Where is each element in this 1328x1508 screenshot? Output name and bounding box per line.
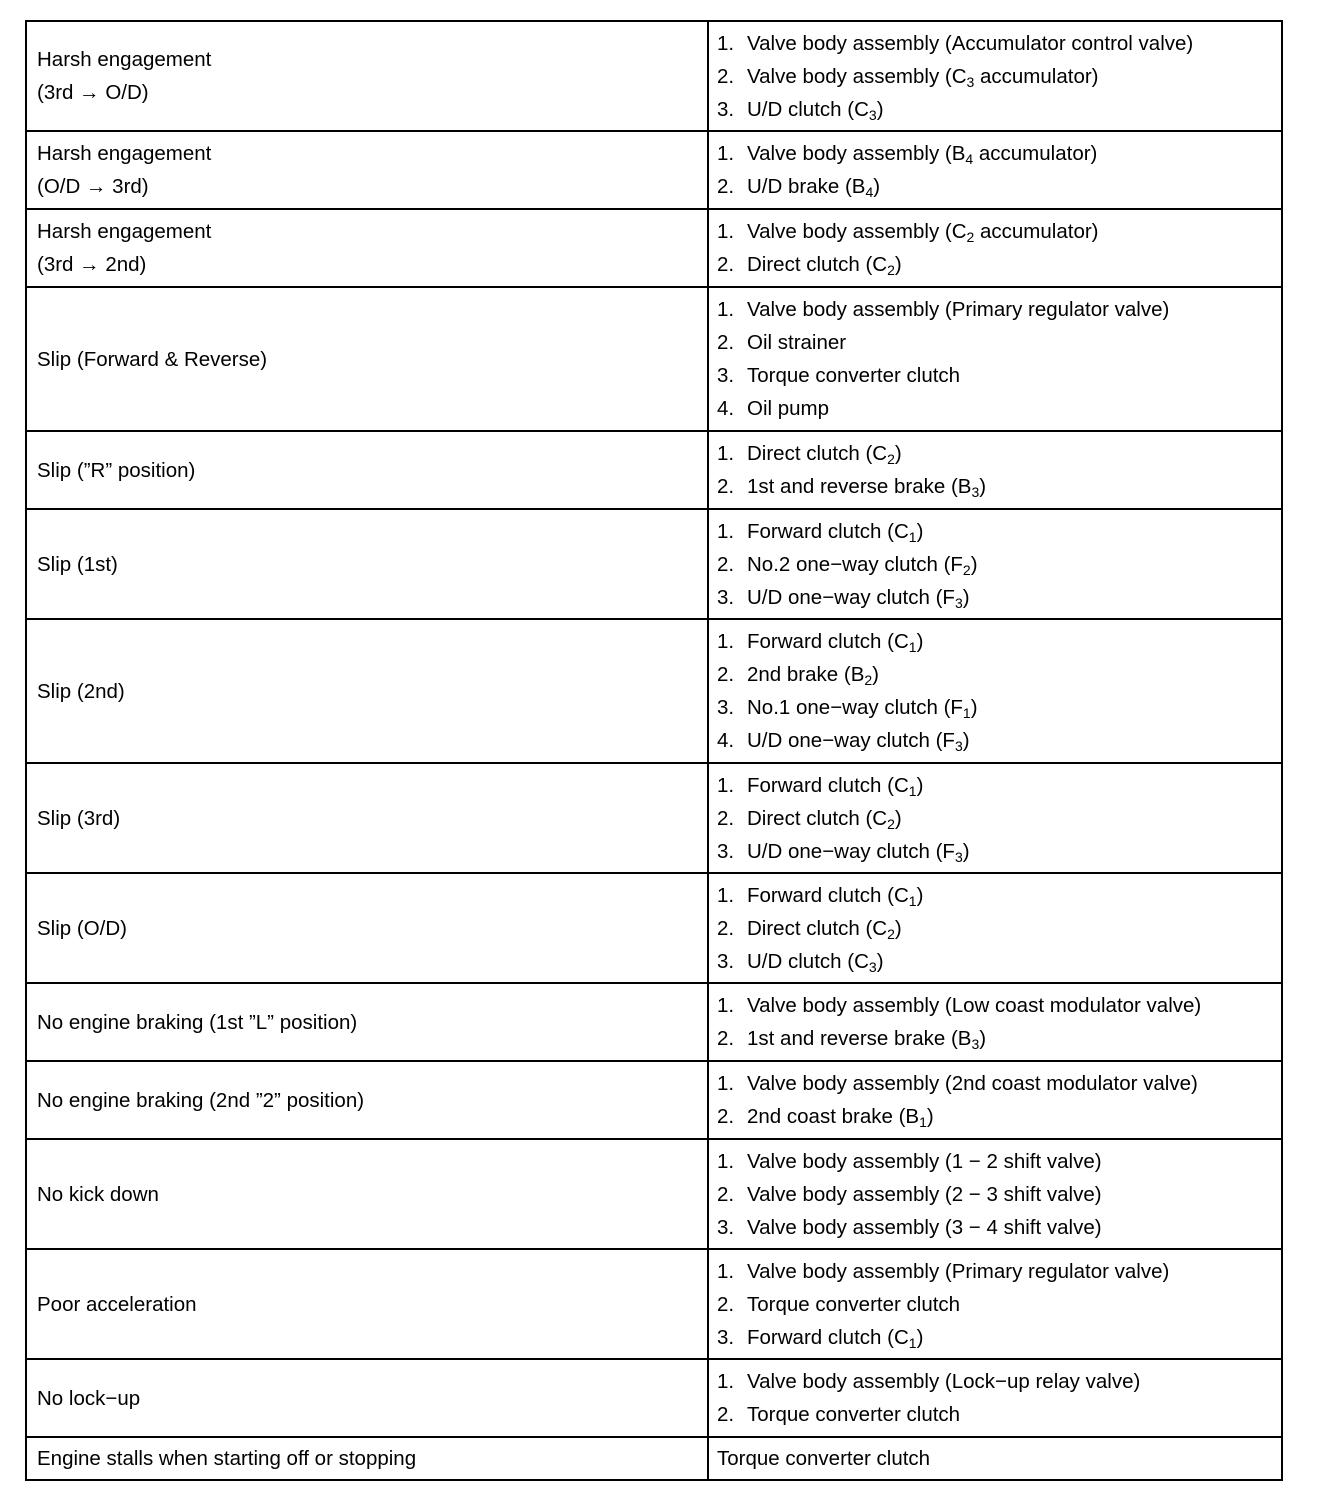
part-text-segment: )	[894, 253, 902, 276]
part-item	[717, 326, 1273, 359]
part-text-segment: )	[970, 552, 978, 576]
part-text-segment: No.1 one−way clutch (F	[747, 696, 963, 719]
part-number: 2.	[717, 1403, 735, 1426]
part-number: 4.	[717, 397, 735, 420]
subscript: 1	[908, 528, 917, 545]
table-row	[26, 1359, 1282, 1437]
part-text-segment: )	[916, 519, 924, 543]
part-text-segment: Valve body assembly (Accumulator control valve)	[747, 31, 1194, 55]
symptom-text: No engine braking (2nd ”2” position)	[37, 1088, 365, 1112]
part-number: 1.	[717, 630, 735, 653]
part-number: 3.	[717, 585, 735, 609]
symptom-text: (3rd → O/D)	[37, 81, 149, 104]
part-text-segment: Forward clutch (C	[747, 773, 909, 797]
part-item	[717, 392, 1273, 425]
part-text-segment: U/D clutch (C	[747, 949, 869, 973]
subscript: 2	[887, 451, 895, 467]
part-text	[747, 515, 923, 548]
table-row	[26, 1061, 1282, 1139]
symptom-text: Slip (Forward & Reverse)	[37, 347, 268, 371]
part-item	[717, 945, 1273, 978]
part-text	[747, 1067, 1198, 1100]
part-item	[717, 248, 1273, 281]
part-text	[747, 1255, 1169, 1288]
symptom-text: Slip (2nd)	[37, 679, 125, 703]
part-text-segment: )	[962, 585, 970, 609]
subscript: 3	[954, 594, 963, 611]
part-number: 1.	[717, 298, 735, 321]
trouble-table	[25, 20, 1283, 1481]
part-number: 2.	[717, 1182, 735, 1206]
part-text-segment: Torque converter clutch	[717, 1447, 931, 1470]
part-text-segment: U/D brake (B	[747, 175, 866, 198]
part-text-segment: accumulator)	[974, 220, 1099, 243]
part-text	[747, 879, 923, 912]
subscript: 1	[962, 705, 971, 721]
part-text-segment: )	[970, 696, 978, 719]
symptom-cell	[26, 1437, 708, 1480]
part-item	[717, 1100, 1273, 1133]
part-text-segment: )	[916, 773, 924, 797]
symptom-cell	[26, 1139, 708, 1249]
part-text-segment: )	[916, 1325, 924, 1349]
part-number: 1.	[717, 142, 735, 165]
part-item	[717, 1178, 1273, 1211]
part-number: 2.	[717, 552, 735, 576]
subscript: 3	[868, 958, 877, 975]
part-text-segment: No.2 one−way clutch (F	[747, 552, 963, 576]
suspected-parts-cell	[708, 131, 1282, 209]
part-text	[747, 1288, 960, 1321]
symptom-cell	[26, 431, 708, 509]
part-text-segment: Valve body assembly (2nd coast modulator valve)	[747, 1072, 1198, 1095]
subscript: 1	[919, 1114, 927, 1130]
suspected-parts-cell	[708, 1061, 1282, 1139]
part-text	[747, 548, 978, 581]
table-row	[26, 873, 1282, 983]
part-number: 3.	[717, 97, 735, 121]
part-text	[747, 769, 923, 802]
table-row	[26, 619, 1282, 763]
symptom-cell	[26, 209, 708, 287]
table-row	[26, 21, 1282, 131]
subscript: 2	[966, 229, 975, 245]
part-text-segment: )	[873, 175, 881, 198]
part-number: 3.	[717, 696, 735, 719]
part-text-segment: Valve body assembly (3 − 4 shift valve)	[747, 1215, 1102, 1239]
part-text-segment: Valve body assembly (1 − 2 shift valve)	[747, 1149, 1102, 1173]
part-text	[747, 658, 879, 691]
part-number: 1.	[717, 994, 735, 1017]
part-number: 2.	[717, 1292, 735, 1316]
part-item	[717, 515, 1273, 548]
subscript: 3	[868, 106, 877, 123]
part-item	[717, 1288, 1273, 1321]
part-text-segment: Valve body assembly (C	[747, 64, 967, 88]
part-text-segment: Torque converter clutch	[747, 364, 961, 387]
part-number: 1.	[717, 519, 735, 543]
part-text	[747, 1145, 1102, 1178]
part-number: 1.	[717, 31, 735, 55]
part-text	[747, 293, 1169, 326]
part-text	[747, 1100, 934, 1133]
part-text-segment: Forward clutch (C	[747, 519, 909, 543]
subscript: 2	[962, 561, 971, 578]
part-text-segment: Valve body assembly (Lock−up relay valve)	[747, 1370, 1141, 1393]
part-number: 2.	[717, 175, 735, 198]
part-text	[747, 248, 902, 281]
table-row	[26, 509, 1282, 619]
part-number: 1.	[717, 1149, 735, 1173]
symptom-cell	[26, 983, 708, 1061]
part-text	[747, 359, 960, 392]
part-text	[747, 137, 1097, 170]
part-item	[717, 1321, 1273, 1354]
subscript: 1	[908, 1334, 917, 1351]
part-item	[717, 93, 1273, 126]
part-item	[717, 359, 1273, 392]
part-text-segment: 2nd brake (B	[747, 663, 865, 686]
subscript: 4	[965, 151, 974, 167]
part-item	[717, 724, 1273, 757]
part-number: 2.	[717, 253, 735, 276]
part-item	[717, 802, 1273, 835]
subscript: 2	[864, 672, 873, 688]
symptom-text: No engine braking (1st ”L” position)	[37, 1010, 358, 1034]
symptom-cell	[26, 873, 708, 983]
part-item	[717, 835, 1273, 868]
symptom-cell	[26, 1061, 708, 1139]
suspected-parts-cell	[708, 209, 1282, 287]
part-text	[747, 802, 902, 835]
suspected-parts-cell	[708, 1437, 1282, 1480]
part-item	[717, 1398, 1273, 1431]
part-number: 1.	[717, 442, 735, 465]
part-item	[717, 293, 1273, 326]
suspected-parts-cell	[708, 619, 1282, 763]
suspected-parts-cell	[708, 509, 1282, 619]
part-text	[747, 326, 846, 359]
symptom-text: (O/D → 3rd)	[37, 175, 149, 198]
part-number: 2.	[717, 475, 735, 498]
part-number: 2.	[717, 916, 735, 940]
subscript: 1	[908, 782, 917, 799]
part-text-segment: accumulator)	[974, 64, 1099, 88]
part-number: 2.	[717, 64, 735, 88]
part-text-segment: Oil strainer	[747, 331, 847, 354]
table-row	[26, 983, 1282, 1061]
part-number: 1.	[717, 883, 735, 907]
part-text-segment: Valve body assembly (C	[747, 220, 967, 243]
subscript: 3	[971, 484, 980, 500]
part-text-segment: U/D one−way clutch (F	[747, 729, 955, 752]
part-number: 1.	[717, 1259, 735, 1283]
part-number: 3.	[717, 364, 735, 387]
symptom-text: (3rd → 2nd)	[37, 253, 147, 276]
part-item	[717, 658, 1273, 691]
part-text	[747, 945, 884, 978]
part-item	[717, 879, 1273, 912]
suspected-parts-cell	[708, 287, 1282, 431]
part-text-segment: Forward clutch (C	[747, 1325, 909, 1349]
part-text-segment: Direct clutch (C	[747, 916, 888, 940]
part-number: 3.	[717, 949, 735, 973]
part-item	[717, 27, 1273, 60]
table-row	[26, 763, 1282, 873]
subscript: 4	[865, 184, 874, 200]
symptom-cell	[26, 1249, 708, 1359]
part-text-segment: )	[926, 1105, 934, 1128]
subscript: 1	[908, 892, 917, 909]
part-text	[747, 1211, 1102, 1244]
part-text-segment: Direct clutch (C	[747, 253, 888, 276]
symptom-text: No kick down	[37, 1182, 159, 1206]
part-number: 2.	[717, 1105, 735, 1128]
table-row	[26, 431, 1282, 509]
part-number: 4.	[717, 729, 735, 752]
suspected-parts-cell	[708, 763, 1282, 873]
part-text-segment: Valve body assembly (Primary regulator valve)	[747, 298, 1170, 321]
part-text	[747, 691, 978, 724]
part-text-segment: )	[876, 97, 884, 121]
part-text-segment: Forward clutch (C	[747, 883, 909, 907]
part-text-segment: )	[916, 630, 924, 653]
suspected-parts-cell	[708, 1249, 1282, 1359]
part-text-segment: )	[894, 442, 902, 465]
part-number: 1.	[717, 1072, 735, 1095]
part-number: 2.	[717, 806, 735, 830]
part-text-segment: Valve body assembly (Primary regulator valve)	[747, 1259, 1170, 1283]
subscript: 3	[966, 73, 975, 90]
symptom-text: Harsh engagement	[37, 142, 212, 165]
symptom-text: Poor acceleration	[37, 1292, 197, 1316]
part-text	[747, 93, 884, 126]
part-text-segment: 2nd coast brake (B	[747, 1105, 920, 1128]
part-item	[717, 1442, 1273, 1475]
symptom-text: No lock−up	[37, 1386, 141, 1410]
part-text-segment: Oil pump	[747, 397, 830, 420]
part-text-segment: 1st and reverse brake (B	[747, 475, 972, 498]
part-text-segment: )	[872, 663, 879, 686]
part-item	[717, 1067, 1273, 1100]
part-item	[717, 691, 1273, 724]
part-item	[717, 769, 1273, 802]
part-text	[747, 724, 970, 757]
part-text-segment: )	[979, 475, 987, 498]
part-text	[747, 625, 923, 658]
symptom-cell	[26, 131, 708, 209]
part-text	[747, 215, 1099, 248]
part-text	[747, 912, 902, 945]
subscript: 1	[908, 639, 917, 655]
part-item	[717, 137, 1273, 170]
part-item	[717, 581, 1273, 614]
part-text-segment: )	[979, 1027, 987, 1050]
part-item	[717, 60, 1273, 93]
part-text-segment: )	[916, 883, 924, 907]
symptom-text: Slip (1st)	[37, 552, 118, 576]
part-text	[747, 60, 1099, 93]
symptom-cell	[26, 1359, 708, 1437]
part-item	[717, 1211, 1273, 1244]
part-text-segment: Direct clutch (C	[747, 806, 888, 830]
part-text-segment: U/D one−way clutch (F	[747, 585, 955, 609]
subscript: 2	[887, 815, 895, 832]
part-text	[747, 170, 880, 203]
part-item	[717, 1255, 1273, 1288]
subscript: 3	[954, 848, 963, 865]
part-text-segment: Valve body assembly (2 − 3 shift valve)	[747, 1182, 1102, 1206]
part-item	[717, 625, 1273, 658]
part-item	[717, 1365, 1273, 1398]
table-row	[26, 1249, 1282, 1359]
suspected-parts-cell	[708, 431, 1282, 509]
part-item	[717, 989, 1273, 1022]
symptom-cell	[26, 619, 708, 763]
part-item	[717, 1022, 1273, 1055]
part-number: 3.	[717, 1215, 735, 1239]
symptom-text: Slip (3rd)	[37, 806, 121, 830]
suspected-parts-cell	[708, 1139, 1282, 1249]
part-text-segment: U/D clutch (C	[747, 97, 869, 121]
symptom-text: Harsh engagement	[37, 220, 212, 243]
part-number: 3.	[717, 1325, 735, 1349]
part-number: 2.	[717, 663, 735, 686]
part-text-segment: 1st and reverse brake (B	[747, 1027, 972, 1050]
table-row	[26, 209, 1282, 287]
part-text	[747, 1398, 960, 1431]
symptom-cell	[26, 21, 708, 131]
part-text	[747, 392, 829, 425]
part-text-segment: accumulator)	[973, 142, 1098, 165]
symptom-cell	[26, 763, 708, 873]
part-item	[717, 437, 1273, 470]
part-text	[747, 27, 1193, 60]
subscript: 2	[887, 262, 895, 278]
table-row	[26, 287, 1282, 431]
part-item	[717, 470, 1273, 503]
table-row	[26, 1139, 1282, 1249]
part-text	[747, 989, 1201, 1022]
part-item	[717, 548, 1273, 581]
part-number: 1.	[717, 773, 735, 797]
part-item	[717, 215, 1273, 248]
part-number: 3.	[717, 839, 735, 863]
part-text	[747, 835, 970, 868]
part-item	[717, 1145, 1273, 1178]
part-text	[747, 1365, 1140, 1398]
part-text-segment: )	[962, 839, 970, 863]
subscript: 3	[954, 738, 963, 754]
table-row	[26, 131, 1282, 209]
part-text	[747, 437, 902, 470]
subscript: 3	[971, 1036, 980, 1052]
symptom-text: Engine stalls when starting off or stopping	[37, 1447, 417, 1470]
part-text-segment: )	[894, 916, 902, 940]
part-text-segment: Torque converter clutch	[747, 1403, 961, 1426]
part-number: 1.	[717, 1370, 735, 1393]
part-text	[747, 470, 986, 503]
part-number: 2.	[717, 1027, 735, 1050]
part-text	[747, 581, 970, 614]
table-row	[26, 1437, 1282, 1480]
part-text-segment: Torque converter clutch	[747, 1292, 961, 1316]
part-number: 2.	[717, 331, 735, 354]
part-item	[717, 170, 1273, 203]
part-text-segment: Valve body assembly (Low coast modulator valve)	[747, 994, 1202, 1017]
symptom-text: Slip (O/D)	[37, 916, 127, 940]
trouble-table-body	[26, 21, 1282, 1480]
symptom-cell	[26, 287, 708, 431]
part-text	[747, 1321, 923, 1354]
part-text	[717, 1442, 930, 1475]
suspected-parts-cell	[708, 873, 1282, 983]
part-text-segment: )	[894, 806, 902, 830]
suspected-parts-cell	[708, 21, 1282, 131]
subscript: 2	[887, 925, 895, 942]
part-text-segment: Valve body assembly (B	[747, 142, 966, 165]
part-text	[747, 1178, 1102, 1211]
part-text-segment: )	[962, 729, 970, 752]
part-text-segment: Forward clutch (C	[747, 630, 909, 653]
suspected-parts-cell	[708, 983, 1282, 1061]
symptom-text: Slip (”R” position)	[37, 458, 196, 482]
part-number: 1.	[717, 220, 735, 243]
symptom-text: Harsh engagement	[37, 48, 212, 71]
part-text	[747, 1022, 986, 1055]
part-text-segment: )	[876, 949, 884, 973]
part-text-segment: U/D one−way clutch (F	[747, 839, 955, 863]
symptom-cell	[26, 509, 708, 619]
suspected-parts-cell	[708, 1359, 1282, 1437]
part-item	[717, 912, 1273, 945]
part-text-segment: Direct clutch (C	[747, 442, 888, 465]
